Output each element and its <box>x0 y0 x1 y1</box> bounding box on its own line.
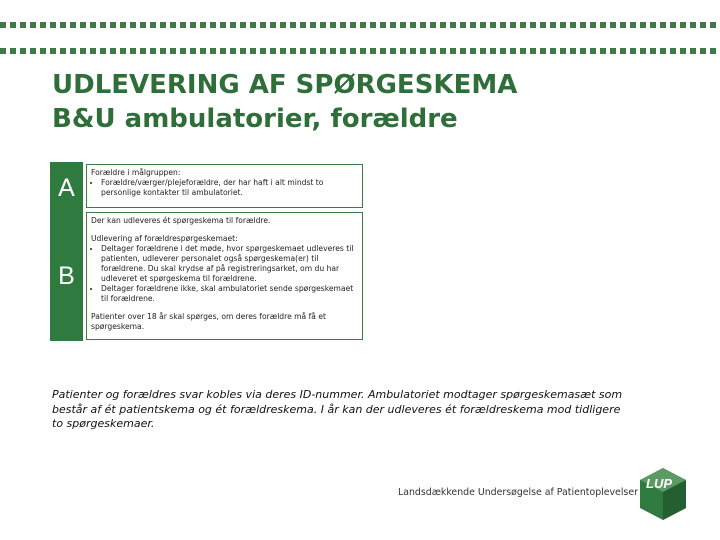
section-b-note: Patienter over 18 år skal spørges, om deres forældre må få et spørgeskema. <box>91 312 327 331</box>
section-letter-a: A <box>58 174 75 202</box>
top-dotted-border-lower <box>0 48 720 54</box>
section-b-intro: Der kan udleveres ét spørgeskema til forældre. <box>91 216 271 225</box>
description-text: Patienter og forældres svar kobles via deres ID-nummer. Ambulatoriet modtager spørgeskemasæt som består af ét patientskema og ét forældreskema. I år kan der udleveres ét forældreskema mod tidligere to spørgeskemaer. <box>52 388 623 430</box>
top-dotted-border <box>0 22 720 28</box>
page-title <box>52 68 517 136</box>
section-a-heading: Forældre i målgruppen: <box>91 168 181 177</box>
title-line-1: UDLEVERING AF SPØRGESKEMA <box>52 70 518 100</box>
section-b-bullet: • Deltager forældrene ikke, skal ambulatoriet sende spørgeskemaet til forældrene. <box>101 284 358 304</box>
section-b-heading: Udlevering af forældrespørgeskemaet: <box>91 234 238 243</box>
organization-name: Landsdækkende Undersøgelse af Patientoplevelser <box>398 487 638 498</box>
section-b-box <box>86 212 363 340</box>
guideline-figure <box>50 162 365 341</box>
section-b-bullet: • Deltager forældrene i det møde, hvor spørgeskemaet udleveres til patienten, udleverer personalet også spørgeskema(er) til forældrene. Du skal krydse af på registreringsarket, om du har udleveret et spørgeskema til forældrene. <box>101 244 358 284</box>
section-b-list <box>91 244 358 304</box>
section-a-bullet: • Forældre/værger/plejeforældre, der har haft i alt mindst to personlige kontakter til ambulatoriet. <box>101 178 358 198</box>
lup-logo-icon <box>638 466 688 522</box>
section-letter-b: B <box>58 262 75 290</box>
logo-letters: LUP <box>646 476 672 491</box>
title-line-2: B&U ambulatorier, forældre <box>52 104 458 134</box>
section-a-list <box>91 178 358 198</box>
section-a-box <box>86 164 363 208</box>
